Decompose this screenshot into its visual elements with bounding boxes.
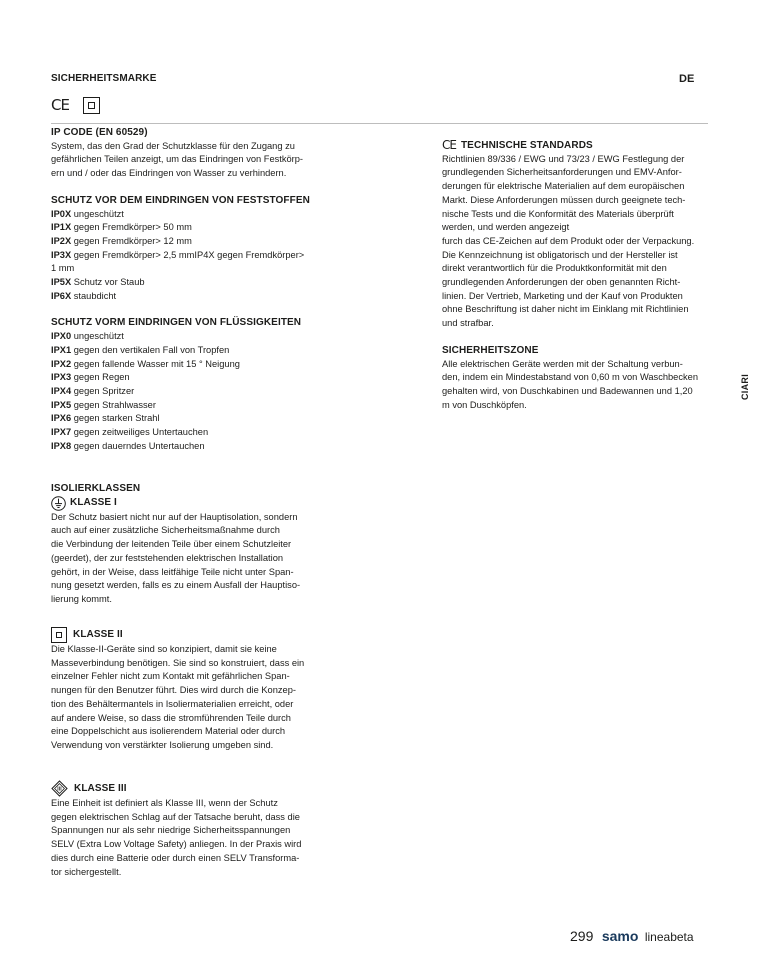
- diamond-iii-icon: [51, 780, 68, 797]
- svg-text:III: III: [57, 786, 62, 793]
- left-column: [51, 126, 331, 453]
- list-item: IP2X gegen Fremdkörper> 12 mm: [51, 235, 192, 246]
- double-square-icon: [51, 627, 67, 643]
- ce-mark-icon: CE: [51, 96, 69, 114]
- ip-code-description: System, das den Grad der Schutzklasse für den Zugang zu gefährlichen Teilen anzeigt, um das Eindringen von Festkörp- ern und / oder das Eindringen von Wasser zu verhindern.: [51, 140, 304, 179]
- list-item: IP0X ungeschützt: [51, 208, 124, 219]
- class3-title: KLASSE III: [74, 782, 127, 794]
- class3-text: Eine Einheit ist definiert als Klasse III, wenn der Schutz gegen elektrischen Schlag auf der Tatsache beruht, dass die Spannungen nur als sehr niedrige Sicherheitsspannungen SELV (Extra Low Voltage Safety) anliegen. In der Praxis wird dies durch eine Batterie oder durch einen SELV Transforma- tor sichergestellt.: [51, 798, 302, 877]
- section-title: SICHERHEITSMARKE: [51, 73, 157, 84]
- list-item: IPX4 gegen Spritzer: [51, 385, 135, 396]
- divider: [51, 123, 708, 124]
- class3-section: [51, 780, 331, 879]
- list-item: 1 mm: [51, 263, 75, 274]
- class3-heading: [51, 780, 331, 797]
- standards-text: Richtlinien 89/336 / EWG und 73/23 / EWG Festlegung der grundlegenden Sicherheitsanforderungen und EMV-Anfor- derungen für elektrische Materialien auf dem europäischen Markt. Diese Anforderungen müssen durch geeignete tech- nische Tests und die Konformität des Materials überprüft werden, und werden angezeigt furch das CE-Zeichen auf dem Produkt oder der Verpackung. Die Kennzeichnung ist obligatorisch und der Hersteller ist direkt verantwortlich für die Produktkonformität mit den grundlegenden Anforderungen der oben genannten Richt- linien. Der Vertrieb, Marketing und der Kauf von Produkten ohne Beschriftung ist daher nicht im Einklang mit Richtlinien und strafbar.: [442, 153, 695, 329]
- safety-zone-text: Alle elektrischen Geräte werden mit der Schaltung verbun- den, indem ein Mindestabstand von 0,60 m von Waschbecken gehalten wird, von Duschkabinen und Badewannen und 1,20 m von Duschköpfen.: [442, 358, 698, 410]
- list-item: IP3X gegen Fremdkörper> 2,5 mmIP4X gegen Fremdkörper>: [51, 249, 305, 260]
- footer: [570, 928, 694, 946]
- list-item: IPX6 gegen starken Strahl: [51, 413, 160, 424]
- language-label: DE: [679, 73, 695, 85]
- brand-logo: samo: [601, 928, 639, 944]
- list-item: IPX7 gegen zeitweiliges Untertauchen: [51, 427, 209, 438]
- list-item: IPX0 ungeschützt: [51, 331, 124, 342]
- ground-icon: [51, 496, 66, 511]
- class1-text: Der Schutz basiert nicht nur auf der Hauptisolation, sondern auch auf einer zusätzliche Sicherheitsmaßnahme durch die Verbindung der leitenden Teile über einem Schutzleiter (geerdet), der zur feststehenden elektrischen Installation gehört, in der Weise, dass leitfähige Teile nicht unter Span- nung gesetzt werden, falls es zu einem Ausfall der Hauptiso- lierung kommt.: [51, 511, 301, 604]
- insulation-section: [51, 482, 331, 607]
- page-number: 299: [570, 928, 594, 944]
- list-item: IP1X gegen Fremdkörper> 50 mm: [51, 222, 192, 233]
- solids-list: [51, 208, 331, 304]
- list-item: IPX8 gegen dauerndes Untertauchen: [51, 440, 205, 451]
- list-item: IPX3 gegen Regen: [51, 372, 130, 383]
- liquids-title: SCHUTZ VORM EINDRINGEN VON FLÜSSIGKEITEN: [51, 317, 302, 329]
- standards-heading: [442, 139, 712, 153]
- solids-title: SCHUTZ VOR DEM EINDRINGEN VON FESTSTOFFEN: [51, 194, 310, 206]
- class2-title: KLASSE II: [73, 629, 123, 641]
- safety-zone-title: SICHERHEITSZONE: [442, 344, 539, 356]
- safety-marks: [51, 95, 100, 115]
- list-item: IPX5 gegen Strahlwasser: [51, 399, 156, 410]
- right-column: [442, 139, 712, 412]
- ce-mark-icon: CE: [442, 138, 456, 152]
- side-label: CIARI: [740, 374, 750, 400]
- class2-heading: [51, 627, 331, 643]
- class2-section: [51, 627, 331, 753]
- product-line: lineabeta: [644, 930, 694, 944]
- list-item: IPX1 gegen den vertikalen Fall von Tropfen: [51, 344, 230, 355]
- class1-heading: [51, 496, 331, 511]
- list-item: IP6X staubdicht: [51, 290, 117, 301]
- ip-code-title: IP CODE (EN 60529): [51, 127, 148, 138]
- liquids-list: [51, 330, 331, 453]
- standards-title: TECHNISCHE STANDARDS: [460, 140, 593, 151]
- class2-text: Die Klasse-II-Geräte sind so konzipiert, damit sie keine Masseverbindung benötigen. Sie sind so konstruiert, dass ein einzelner Fehler nicht zum Kontakt mit gefährlichen Span- nungen für den Benutzer führt. Dies wird durch die Konzep- tion des Behältermantels in Isoliermaterialien erreicht, oder auf andere Weise, so dass die stromführenden Teile durch eine Doppelschicht aus isolierendem Material oder durch Verwendung von verstärkter Isolierung umgeben sind.: [51, 644, 305, 750]
- list-item: IP5X Schutz vor Staub: [51, 277, 145, 288]
- class1-title: KLASSE I: [70, 497, 117, 509]
- insulation-title: ISOLIERKLASSEN: [51, 483, 141, 494]
- list-item: IPX2 gegen fallende Wasser mit 15 ° Neigung: [51, 358, 240, 369]
- double-square-icon: [83, 97, 100, 114]
